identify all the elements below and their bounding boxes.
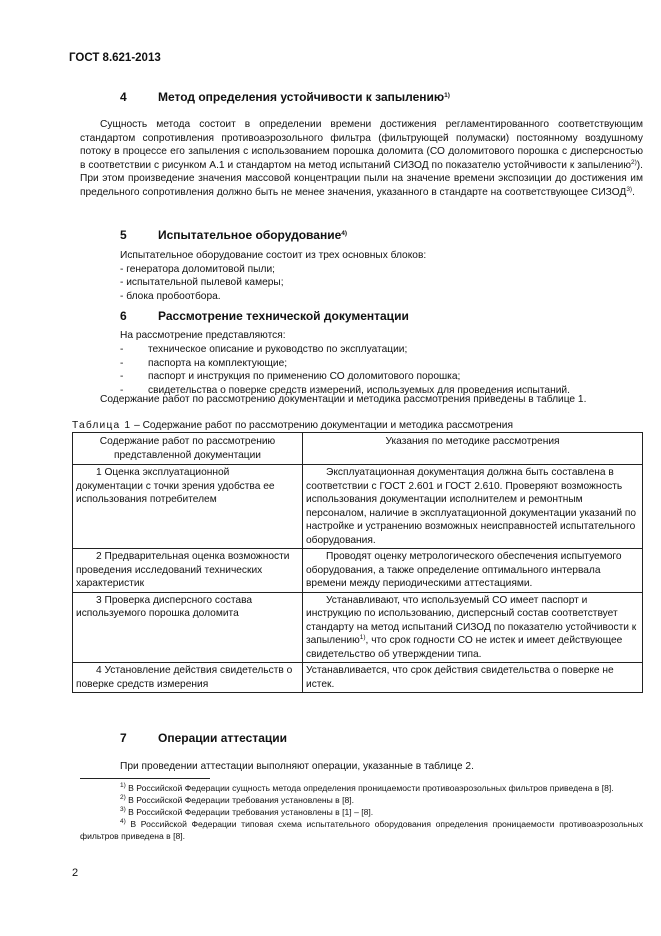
- table-header-cell: Указания по методике рассмотрения: [303, 433, 643, 465]
- table-label: Таблица 1: [72, 420, 132, 431]
- table-cell: 2 Предварительная оценка возможности проведения исследований технических характеристик: [73, 549, 303, 593]
- document-id-header: ГОСТ 8.621-2013: [69, 52, 161, 64]
- table-row: [73, 549, 643, 593]
- table-cell: Проводят оценку метрологического обеспечения испытуемого оборудования, а также определение оптимального интервала времени между периодическими аттестациями.: [303, 549, 643, 593]
- footnote-ref: 1): [444, 92, 450, 99]
- footnote: $^{3)}$ В Российской Федерации требования установлены в [1] – [8].: [120, 806, 374, 817]
- section-7-paragraph: При проведении аттестации выполняют операции, указанные в таблице 2.: [120, 761, 474, 772]
- footnote-ref: 1): [359, 634, 366, 641]
- footnote: $^{1)}$ В Российской Федерации сущность метода определения проницаемости противоаэрозольных фильтров приведена в [8].: [120, 782, 614, 793]
- footnote-mark: 4): [120, 818, 126, 825]
- table-cell: Устанавливается, что срок действия свидетельства о поверке не истек.: [303, 663, 643, 693]
- table-row: [73, 663, 643, 693]
- section-6-list: [120, 343, 643, 397]
- section-number: 5: [120, 228, 127, 242]
- table-header-cell: Содержание работ по рассмотрению представленной документации: [73, 433, 303, 465]
- footnote: $^{2)}$ В Российской Федерации требования установлены в [8].: [120, 794, 355, 805]
- footnote-mark: 3): [120, 806, 126, 813]
- list-item: - свидетельства о поверке средств измерений, используемых для проведения испытаний.: [120, 384, 643, 398]
- table-header-row: [73, 433, 643, 465]
- section-title: Операции аттестации: [158, 731, 288, 745]
- table-cell: Устанавливают, что используемый СО имеет паспорт и инструкцию по использованию, дисперсный состав соответствует стандарту на метод испытаний СИЗОД по показателю устойчивости к запылению$^{1)}$, что срок годности СО не истек и имеет действующее свидетельство об утверждении типа.: [303, 592, 643, 663]
- section-title: Метод определения устойчивости к запылению: [158, 90, 445, 104]
- page-number: 2: [72, 867, 79, 879]
- section-6-intro: На рассмотрение представляются:: [120, 330, 286, 341]
- list-item: - паспорта на комплектующие;: [120, 357, 643, 371]
- footnote-ref: 3): [626, 185, 633, 193]
- table-cell: 3 Проверка дисперсного состава используемого порошка доломита: [73, 592, 303, 663]
- table-row: [73, 465, 643, 549]
- table-cell: Эксплуатационная документация должна быть составлена в соответствии с ГОСТ 2.601 и ГОСТ 2.610. Проверяют возможность использования документации исполнителем и ремонтным персоналом, наличие в эксплуатационной документации указаний по настройке и устранению возможных неисправностей испытательного оборудования.: [303, 465, 643, 549]
- list-item: - техническое описание и руководство по эксплуатации;: [120, 343, 643, 357]
- list-item: - блока пробоотбора.: [120, 290, 221, 302]
- footnote-mark: 1): [120, 782, 126, 789]
- section-number: 7: [120, 731, 127, 745]
- section-5-body: [120, 249, 643, 303]
- footnote-ref: 4): [341, 230, 348, 237]
- section-6-paragraph: Содержание работ по рассмотрению документации и методика рассмотрения приведены в таблице 1.: [100, 394, 587, 405]
- section-5-heading: [120, 228, 347, 242]
- section-number: 6: [120, 309, 127, 323]
- list-item: - паспорт и инструкция по применению СО доломитового порошка;: [120, 370, 643, 384]
- section-7-heading: [120, 731, 287, 745]
- table-1-caption: [72, 419, 643, 433]
- footnotes: [80, 782, 643, 842]
- table-row: [73, 592, 643, 663]
- section-4-heading: [120, 90, 450, 104]
- section-title: Испытательное оборудование: [158, 228, 342, 242]
- section-6-heading: [120, 309, 409, 323]
- section-5-intro: Испытательное оборудование состоит из трех основных блоков:: [120, 250, 427, 261]
- footnote-separator: [80, 778, 210, 779]
- section-4-paragraph: Сущность метода состоит в определении времени достижения регламентированного соответствующим стандартом сопротивления противоаэрозольного фильтра (фильтрующей полумаски) постоянному воздушному потоку в процессе его запыления с использованием порошка доломита (СО доломитового порошка с дисперсностью в соответствии с рисунком А.1 и стандартом на метод испытаний СИЗОД по показателю устойчивости к запылению$^{2)}$). При этом произведение значения массовой концентрации пыли на значение времени экспозиции до достижения им предельного сопротивления должно быть не менее значения, указанного в стандарте на соответствующее СИЗОД$^{3)}$.: [80, 119, 643, 198]
- footnote: $^{4)}$ В Российской Федерации типовая схема испытательного оборудования определения проницаемости противоаэрозольных фильтров приведена в [8].: [80, 818, 643, 841]
- footnote-ref: 2): [630, 158, 637, 166]
- table-cell: 1 Оценка эксплуатационной документации с точки зрения удобства ее использования потребителем: [73, 465, 303, 549]
- table-1: [72, 432, 643, 693]
- table-caption-text: – Содержание работ по рассмотрению документации и методика рассмотрения: [131, 420, 513, 431]
- list-item: - испытательной пылевой камеры;: [120, 277, 284, 288]
- table-cell: 4 Установление действия свидетельств о поверке средств измерения: [73, 663, 303, 693]
- section-title: Рассмотрение технической документации: [158, 309, 409, 323]
- list-item: - генератора доломитовой пыли;: [120, 263, 275, 275]
- footnote-mark: 2): [120, 794, 126, 801]
- section-number: 4: [120, 90, 127, 104]
